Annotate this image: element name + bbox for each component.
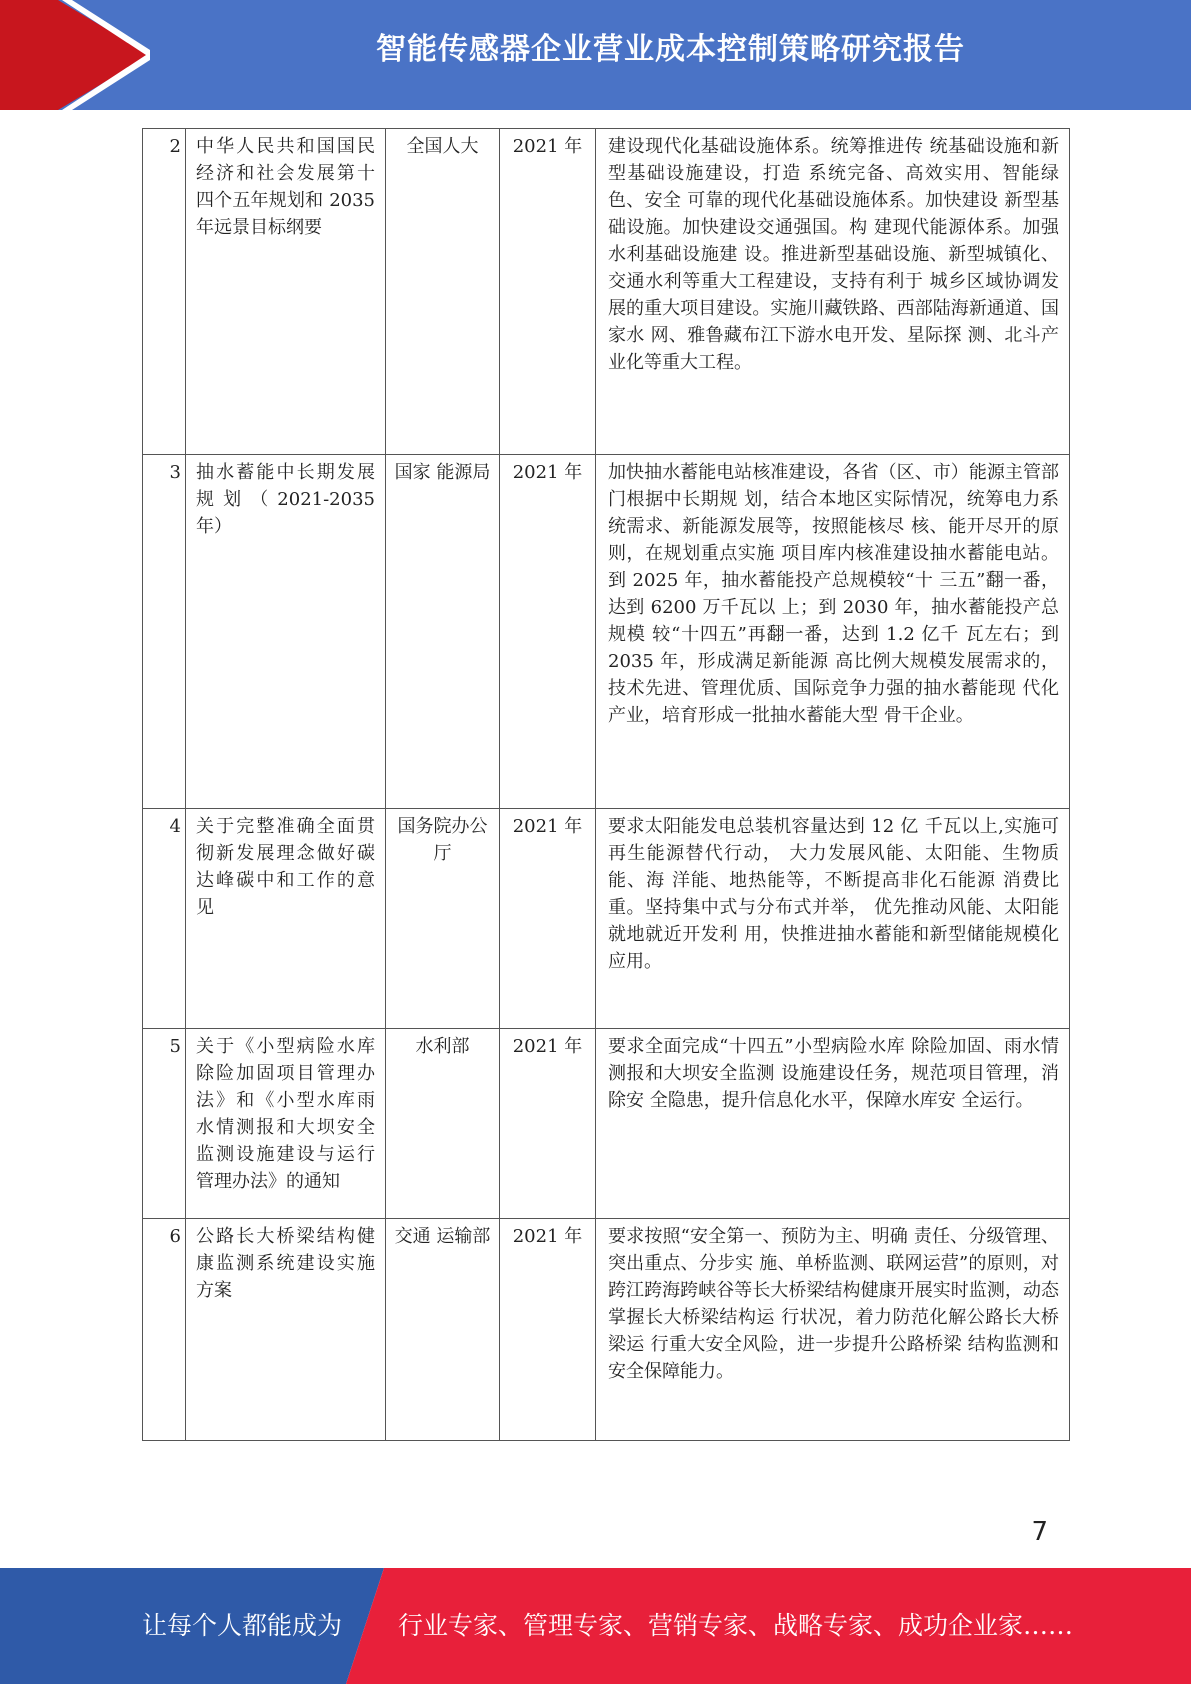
page-footer [0,1568,1191,1684]
issue-year-cell [500,455,596,809]
policy-name: 抽水蓄能中长期发展规划（2021-2035 年） [196,462,375,537]
table-row [143,455,1070,809]
page-header [0,0,1191,110]
policy-content: 要求按照“安全第一、预防为主、明确 责任、分级管理、突出重点、分步实 施、单桥监测、联网运营”的原则，对 跨江跨海跨峡谷等长大桥梁结构健康开展实时监测，动态掌握长大桥梁结构运 行状况，着力防范化解公路长大桥梁运 行重大安全风险，进一步提升公路桥梁 结构监测和安全保障能力。 [608,1226,1059,1382]
table-row [143,809,1070,1029]
row-number: 4 [169,816,181,837]
issue-year-cell [500,1219,596,1441]
policy-content: 建设现代化基础设施体系。统筹推进传 统基础设施和新型基础设施建设，打造 系统完备、高效实用、智能绿色、安全 可靠的现代化基础设施体系。加快建设 新型基础设施。加快建设交通强国。构 建现代能源体系。加强水利基础设施建 设。推进新型基础设施、新型城镇化、 交通水利等重大工程建设，支持有利于 城乡区域协调发展的重大项目建设。实施川藏铁路、西部陆海新通道、国家水 网、雅鲁藏布江下游水电开发、星际探 测、北斗产业化等重大工程。 [608,136,1059,373]
issue-year: 2021 年 [512,1226,583,1247]
policy-name: 中华人民共和国国民经济和社会发展第十四个五年规划和 2035 年远景目标纲要 [196,136,375,238]
issuing-authority-cell [386,129,500,455]
policy-content-cell [596,1219,1070,1441]
row-number: 2 [169,136,181,157]
issuing-authority: 国家 能源局 [394,462,491,483]
policy-content-cell [596,809,1070,1029]
policy-content: 要求太阳能发电总装机容量达到 12 亿 千瓦以上,实施可再生能源替代行动， 大力发展风能、太阳能、生物质能、海 洋能、地热能等，不断提高非化石能源 消费比重。坚持集中式与分布式并举， 优先推动风能、太阳能就地就近开发利 用，快推进抽水蓄能和新型储能规模化 应用。 [608,816,1059,972]
policy-name-cell [186,1219,386,1441]
policy-content-cell [596,1029,1070,1219]
issuing-authority: 全国人大 [406,136,479,157]
policy-name-cell [186,1029,386,1219]
policy-name-cell [186,455,386,809]
row-number-cell [143,809,186,1029]
issuing-authority-cell [386,1219,500,1441]
issue-year: 2021 年 [512,816,583,837]
policy-name-cell [186,809,386,1029]
issuing-authority: 交通 运输部 [394,1226,491,1247]
row-number-cell [143,455,186,809]
row-number: 6 [169,1226,181,1247]
issue-year: 2021 年 [512,462,583,483]
report-title: 智能传感器企业营业成本控制策略研究报告 [376,32,965,67]
policy-name: 关于完整准确全面贯彻新发展理念做好碳达峰碳中和工作的意见 [196,816,375,918]
row-number-cell [143,129,186,455]
footer-slogan-left: 让每个人都能成为 [142,1611,343,1640]
row-number-cell [143,1219,186,1441]
policy-name: 公路长大桥梁结构健康监测系统建设实施方案 [196,1226,375,1301]
row-number-cell [143,1029,186,1219]
table-row [143,1219,1070,1441]
issuing-authority-cell [386,1029,500,1219]
policy-table-body [143,129,1070,1441]
issuing-authority: 水利部 [415,1036,470,1057]
issuing-authority-cell [386,455,500,809]
issuing-authority-cell [386,809,500,1029]
table-row [143,129,1070,455]
footer-slogan-right: 行业专家、管理专家、营销专家、战略专家、成功企业家…… [398,1611,1074,1640]
issuing-authority: 国务院办公厅 [397,816,488,864]
row-number: 5 [169,1036,181,1057]
issue-year: 2021 年 [512,1036,583,1057]
page-number: 7 [1031,1517,1048,1547]
issue-year: 2021 年 [512,136,583,157]
policy-content: 加快抽水蓄能电站核准建设，各省（区、市）能源主管部门根据中长期规 划，结合本地区实际情况，统筹电力系 统需求、新能源发展等，按照能核尽 核、能开尽开的原则，在规划重点实施 项目库内核准建设抽水蓄能电站。到 2025 年，抽水蓄能投产总规模较“十 三五”翻一番，达到 6200 万千瓦以 上；到 2030 年，抽水蓄能投产总规模 较“十四五”再翻一番，达到 1.2 亿千 瓦左右；到 2035 年，形成满足新能源 高比例大规模发展需求的，技术先进、管理优质、国际竞争力强的抽水蓄能现 代化产业，培育形成一批抽水蓄能大型 骨干企业。 [608,462,1059,726]
header-chevron-graphic [0,0,150,110]
policy-content-cell [596,129,1070,455]
issue-year-cell [500,129,596,455]
policy-name: 关于《小型病险水库除险加固项目管理办法》和《小型水库雨水情测报和大坝安全监测设施建设与运行管理办法》的通知 [196,1036,375,1192]
policy-table [142,128,1070,1441]
issue-year-cell [500,1029,596,1219]
policy-content-cell [596,455,1070,809]
table-row [143,1029,1070,1219]
row-number: 3 [169,462,181,483]
issue-year-cell [500,809,596,1029]
policy-name-cell [186,129,386,455]
policy-content: 要求全面完成“十四五”小型病险水库 除险加固、雨水情测报和大坝安全监测 设施建设任务，规范项目管理，消除安 全隐患，提升信息化水平，保障水库安 全运行。 [608,1036,1059,1111]
